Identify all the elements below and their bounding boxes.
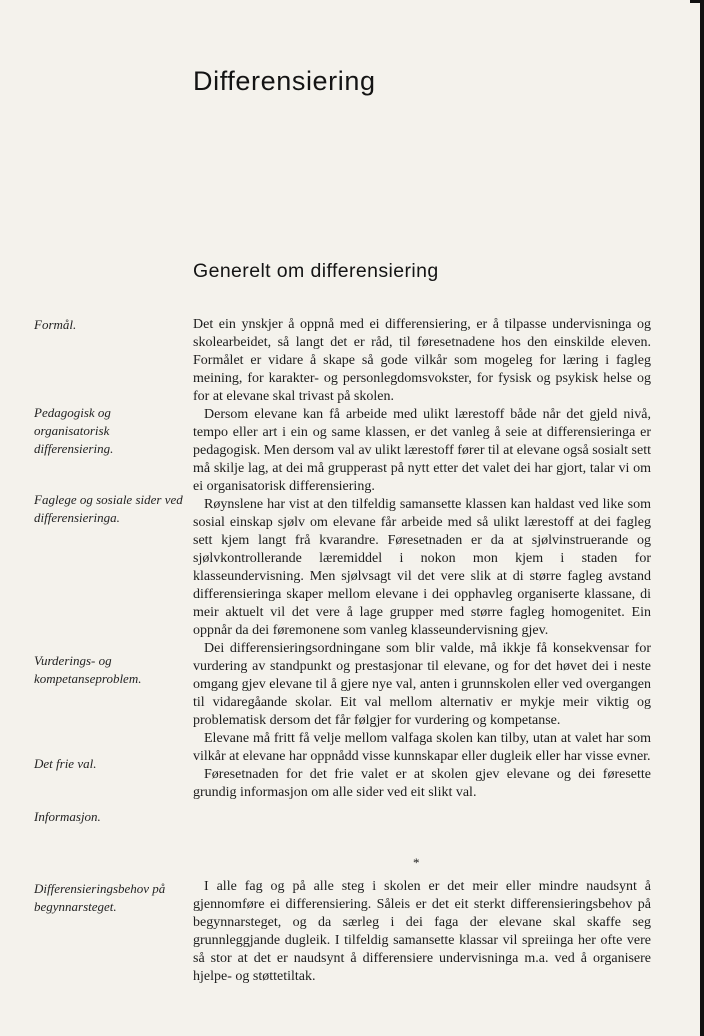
- paragraph-frie-val: Elevane må fritt få velje mellom valfaga skolen kan tilby, utan at valet har som vilkår at elevane har oppnådd visse kunnskapar eller dugleik eller har visse evner.: [193, 731, 651, 764]
- section-heading: Generelt om differensiering: [193, 260, 439, 282]
- margin-note-informasjon: Informasjon.: [34, 809, 101, 824]
- section-separator: *: [413, 855, 420, 870]
- paragraph-informasjon: Føresetnaden for det frie valet er at skolen gjev elevane og dei føresette grundig informasjon om alle sider ved eit slikt val.: [193, 767, 651, 800]
- margin-note-formal: Formål.: [34, 317, 77, 332]
- paragraph-pedagogisk: Dersom elevane kan få arbeide med ulikt lærestoff både når det gjeld nivå, tempo eller art i ein og same klassen, er det vanleg å seie at differensieringa er pedagogisk. Men dersom val av ulikt lærestoff fører til at elevane også sosialt sett må skilje lag, at dei må grupperast på nytt etter det valet dei har gjort, talar vi om ei organisatorisk differensiering.: [193, 407, 651, 494]
- margin-note-vurdering: Vurderings- og kompetanseproblem.: [34, 653, 142, 686]
- margin-note-faglege: Faglege og sosiale sider ved differensieringa.: [34, 492, 183, 525]
- body-text-final: [193, 878, 651, 986]
- margin-note-frie-val: Det frie val.: [34, 756, 97, 771]
- paragraph-vurdering: Dei differensieringsordningane som blir valde, må ikkje få konsekvensar for vurdering av standpunkt og prestasjonar til elevane, og for det høvet dei i neste omgang gjev elevane til å gjere nye val, anten i grunnskolen eller ved overgangen til vidaregåande skolar. Eit val mellom alternativ er mykje meir viktig og problematisk dersom det får følgjer for vurdering og kompetanse.: [193, 641, 651, 728]
- margin-note-pedagogisk: Pedagogisk og organisatorisk differensiering.: [34, 405, 114, 456]
- page-title: Differensiering: [193, 66, 376, 96]
- scan-edge: [700, 0, 704, 1036]
- margin-note-begynnarsteget: Differensieringsbehov på begynnarsteget.: [34, 881, 166, 914]
- paragraph-faglege: Røynslene har vist at den tilfeldig samansette klassen kan haldast ved like som sosial einskap sjølv om elevane får arbeide med så ulikt lærestoff at dei fagleg sett kjem langt frå kvarandre. Føresetnaden er da at sjølvinstruerande og sjølvkontrollerande læremiddel i nokon mon kjem i staden for klasseundervisning. Men sjølvsagt vil det vere slik at di større fagleg avstand differensieringa skaper mellom elevane i dei opphavleg organiserte klassane, di meir aktuelt vil det vere å lage grupper med større fagleg homogenitet. Ein oppnår da dei føremonene som vanleg klasseundervisning gjev.: [193, 497, 651, 638]
- paragraph-begynnarsteget: I alle fag og på alle steg i skolen er det meir eller mindre naudsynt å gjennomføre ei differensiering. Såleis er det eit sterkt differensieringsbehov på begynnarsteget, og da særleg i dei faga der elevane skal skaffe seg grunnleggjande dugleik. I tilfeldig samansette klassar vil spreiinga her ofte vere så stor at det er naudsynt å differensiere undervisninga m.a. ved å organisere hjelpe- og støttetiltak.: [193, 879, 651, 984]
- paragraph-formal: Det ein ynskjer å oppnå med ei differensiering, er å tilpasse undervisninga og skolearbeidet, så langt det er råd, til føresetnadene hos den einskilde eleven. Formålet er vidare å skape så gode vilkår som mogeleg for læring i fagleg meining, for karakter- og personlegdomsvokster, for fysisk og psykisk helse og for at elevane skal trivast på skolen.: [193, 317, 651, 404]
- scan-corner: [690, 0, 704, 3]
- body-text: [193, 316, 651, 802]
